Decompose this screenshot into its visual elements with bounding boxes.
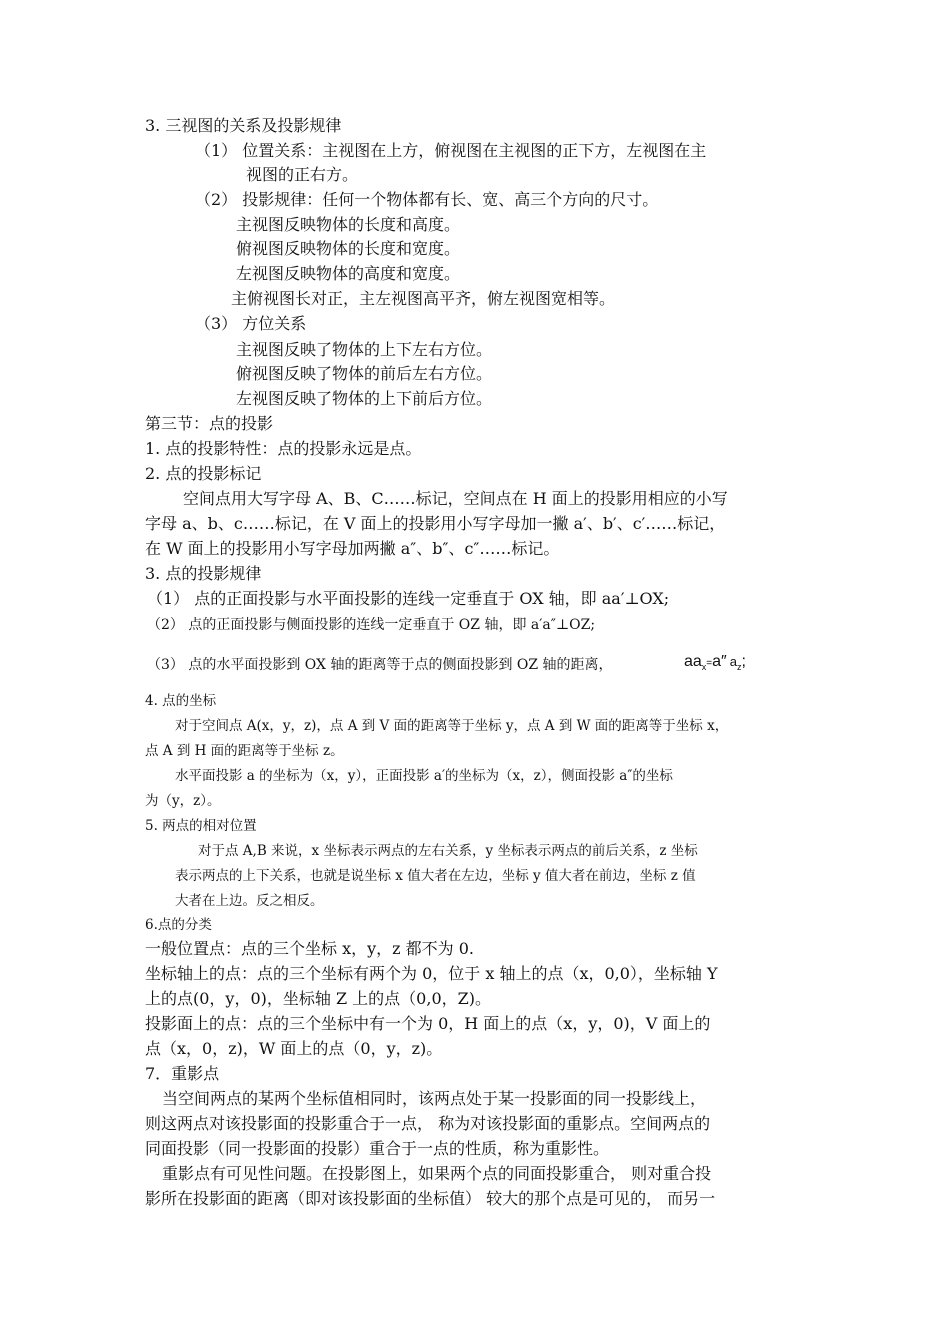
text-line: 6.点的分类 bbox=[145, 917, 212, 933]
formula-eq: = bbox=[706, 658, 713, 669]
text-line: 空间点用大写字母 A、B、C……标记，空间点在 H 面上的投影用相应的小写 bbox=[183, 489, 728, 508]
formula-a2: a″ bbox=[712, 653, 727, 670]
text-line: 在 W 面上的投影用小写字母加两撇 a″、b″、c″……标记。 bbox=[145, 539, 560, 558]
text-line: 主视图反映物体的长度和高度。 bbox=[236, 215, 461, 234]
text-line: 主视图反映了物体的上下左右方位。 bbox=[236, 340, 493, 359]
formula-a3: a bbox=[729, 654, 737, 669]
text-line: （1） 点的正面投影与水平面投影的连线一定垂直于 OX 轴，即 aa′⊥OX; bbox=[147, 589, 670, 608]
text-line: 视图的正右方。 bbox=[246, 165, 359, 184]
text-line: 点（x，0，z)，W 面上的点（0，y，z)。 bbox=[145, 1039, 443, 1058]
text-line: （3） 方位关系 bbox=[195, 314, 307, 333]
text-line: 对于点 A,B 来说，x 坐标表示两点的左右关系，y 坐标表示两点的前后关系，z 坐标 bbox=[198, 843, 698, 859]
text-line: 坐标轴上的点：点的三个坐标有两个为 0，位于 x 轴上的点（x，0,0），坐标轴 Y bbox=[145, 964, 718, 983]
formula-sub-z: z bbox=[736, 662, 742, 672]
formula-sub-x: x bbox=[701, 662, 707, 672]
text-line: 大者在上边。反之相反。 bbox=[175, 893, 324, 909]
text-line: 表示两点的上下关系，也就是说坐标 x 值大者在左边，坐标 y 值大者在前边，坐标 z 值 bbox=[175, 868, 696, 884]
text-line: 投影面上的点：点的三个坐标中有一个为 0，H 面上的点（x，y，0)，V 面上的 bbox=[145, 1014, 711, 1033]
formula-semicolon: ; bbox=[741, 653, 746, 670]
text-line: 3. 点的投影规律 bbox=[145, 564, 262, 583]
text-line: （1） 位置关系：主视图在上方，俯视图在主视图的正下方，左视图在主 bbox=[195, 141, 707, 160]
heading-3: 3. 三视图的关系及投影规律 bbox=[145, 116, 342, 135]
text-line: 同面投影（同一投影面的投影）重合于一点的性质，称为重影性。 bbox=[145, 1139, 610, 1158]
text-line: 为（y，z）。 bbox=[145, 793, 221, 809]
text-line: 俯视图反映物体的长度和宽度。 bbox=[236, 239, 461, 258]
text-line: （2） 投影规律：任何一个物体都有长、宽、高三个方向的尺寸。 bbox=[195, 190, 659, 209]
formula-aa: aa bbox=[684, 653, 702, 670]
text-line: 重影点有可见性问题。在投影图上，如果两个点的同面投影重合， 则对重合投 bbox=[162, 1164, 712, 1183]
text-line: 字母 a、b、c……标记，在 V 面上的投影用小写字母加一撇 a′、b′、c′……标记， bbox=[145, 514, 726, 533]
text-line: 4. 点的坐标 bbox=[145, 693, 217, 709]
text-line: 点 A 到 H 面的距离等于坐标 z。 bbox=[145, 743, 344, 759]
text-line: 1. 点的投影特性：点的投影永远是点。 bbox=[145, 439, 422, 458]
text-line: 上的点(0，y，0)，坐标轴 Z 上的点（0,0，Z)。 bbox=[145, 989, 491, 1008]
text-line: 主俯视图长对正，主左视图高平齐，俯左视图宽相等。 bbox=[231, 289, 616, 308]
text-line: 2. 点的投影标记 bbox=[145, 464, 262, 483]
text-line: 水平面投影 a 的坐标为（x，y），正面投影 a′的坐标为（x，z），侧面投影 a″的坐标 bbox=[175, 768, 673, 784]
distance-formula bbox=[684, 652, 746, 677]
text-line: 左视图反映了物体的上下前后方位。 bbox=[236, 389, 493, 408]
text-line: 一般位置点：点的三个坐标 x，y，z 都不为 0. bbox=[145, 939, 475, 958]
text-line: 则这两点对该投影面的投影重合于一点， 称为对该投影面的重影点。空间两点的 bbox=[145, 1114, 711, 1133]
text-line: 当空间两点的某两个坐标值相同时，该两点处于某一投影面的同一投影线上， bbox=[162, 1089, 707, 1108]
text-line: 5. 两点的相对位置 bbox=[145, 818, 257, 834]
text-line: 对于空间点 A(x，y，z)，点 A 到 V 面的距离等于坐标 y，点 A 到 W 面的距离等于坐标 x， bbox=[175, 718, 729, 734]
text-line: 影所在投影面的距离（即对该投影面的坐标值） 较大的那个点是可见的， 而另一 bbox=[145, 1189, 716, 1208]
text-line: 7．重影点 bbox=[145, 1064, 220, 1083]
text-line: （2） 点的正面投影与侧面投影的连线一定垂直于 OZ 轴，即 a′a″⊥OZ; bbox=[147, 617, 596, 633]
text-line: 俯视图反映了物体的前后左右方位。 bbox=[236, 364, 493, 383]
text-line: 左视图反映物体的高度和宽度。 bbox=[236, 264, 461, 283]
text-line: （3） 点的水平面投影到 OX 轴的距离等于点的侧面投影到 OZ 轴的距离， bbox=[147, 657, 613, 673]
section-title: 第三节：点的投影 bbox=[145, 414, 274, 433]
